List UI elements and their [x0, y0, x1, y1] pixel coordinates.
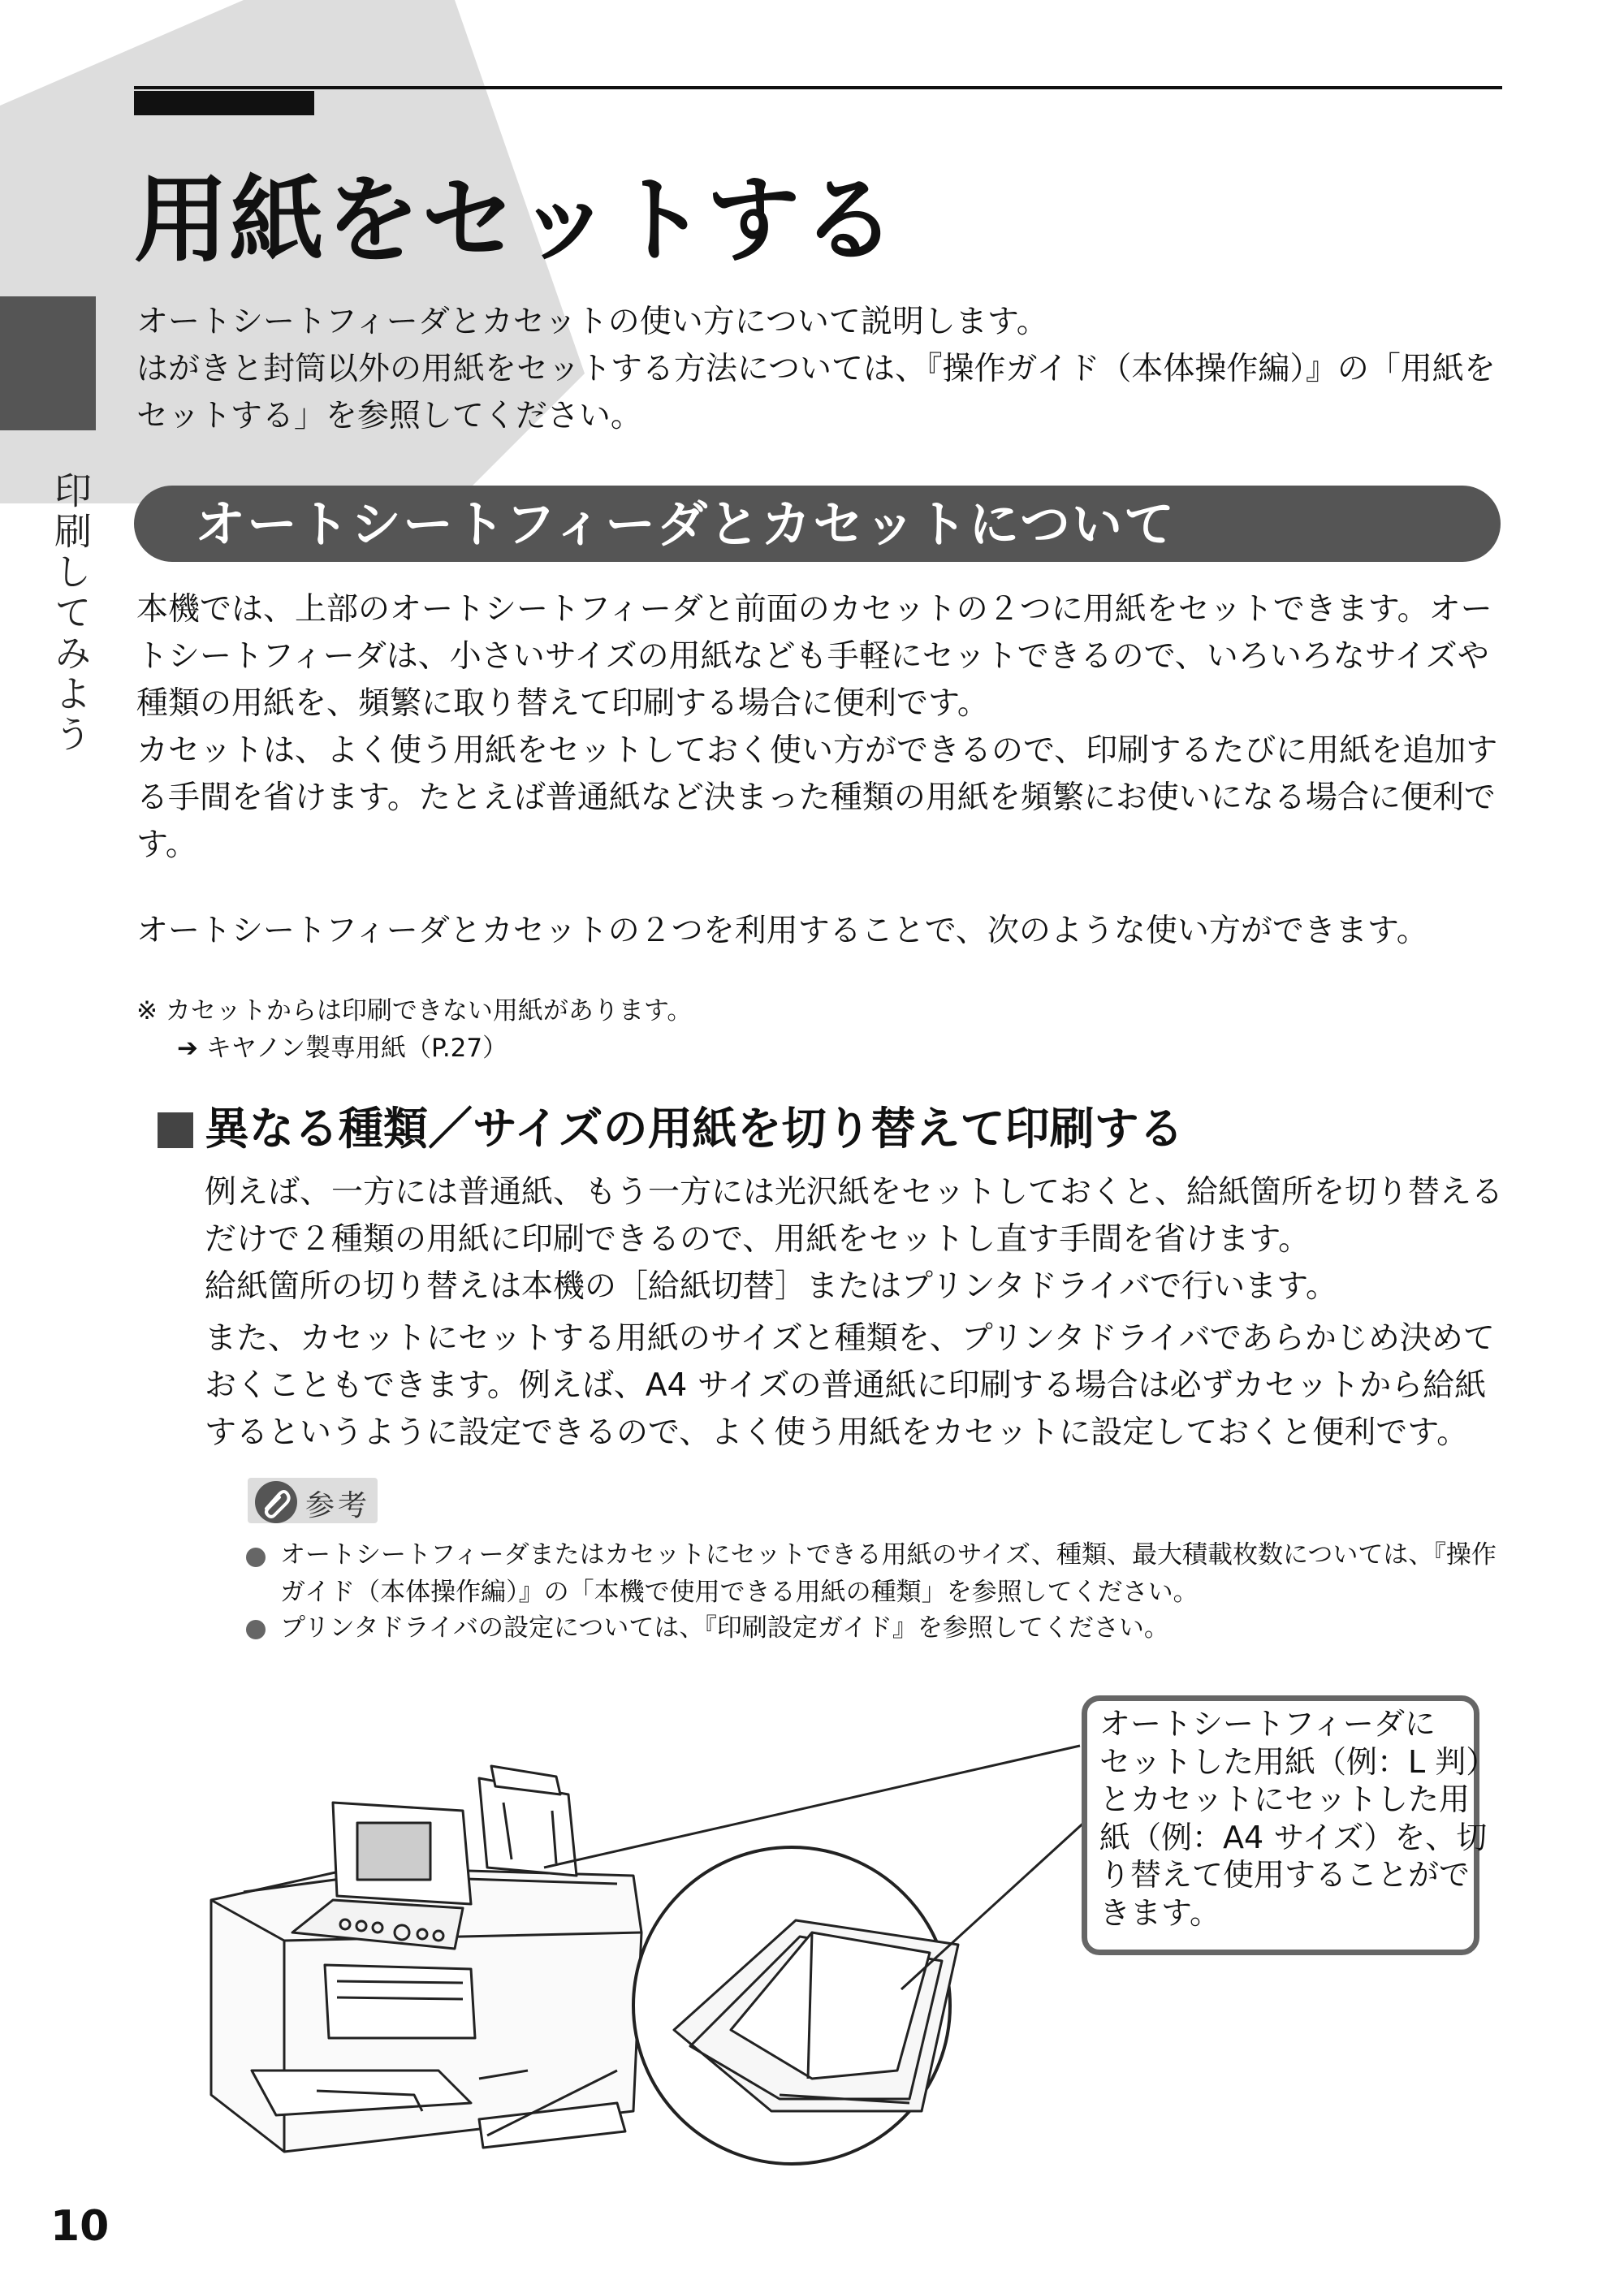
square-bullet-icon — [158, 1112, 193, 1148]
body-line: トシートフィーダは、小さいサイズの用紙なども手軽にセットできるので、いろいろなサイズや — [136, 638, 1489, 675]
callout-line: きます。 — [1099, 1894, 1220, 1931]
bullet-dot-icon — [246, 1548, 266, 1567]
reference-item-2: プリンタドライバの設定については、『印刷設定ガイド』を参照してください。 — [280, 1613, 1169, 1643]
side-label: 印刷してみよう — [49, 471, 93, 755]
reference-item-1: オートシートフィーダまたはカセットにセットできる用紙のサイズ、種類、最大積載枚数については、『操作 — [280, 1540, 1497, 1570]
body-line: するというように設定できるので、よく使う用紙をカセットに設定しておくと便利です。 — [205, 1414, 1469, 1451]
body-paragraph-2 — [136, 908, 1428, 955]
note-link[interactable]: ➔ キヤノン製専用紙（P.27） — [177, 1034, 508, 1063]
reference-item-1-cont: ガイド（本体操作編）』の「本機で使用できる用紙の種類」を参照してください。 — [280, 1578, 1199, 1607]
body-line: 例えば、一方には普通紙、もう一方には光沢紙をセットしておくと、給紙箇所を切り替える — [205, 1174, 1504, 1211]
callout-text — [1099, 1705, 1497, 1932]
intro-line: オートシートフィーダとカセットの使い方について説明します。 — [136, 304, 1048, 340]
title-rule-accent — [134, 91, 314, 115]
callout-line: り替えて使用することがで — [1099, 1857, 1471, 1893]
bullet-dot-icon — [246, 1620, 266, 1639]
body-line: だけで２種類の用紙に印刷できるので、用紙をセットし直す手間を省けます。 — [205, 1221, 1311, 1258]
body-line: また、カセットにセットする用紙のサイズと種類を、プリンタドライバであらかじめ決めて — [205, 1320, 1495, 1357]
paperclip-icon — [250, 1476, 302, 1528]
body-paragraph-4 — [205, 1315, 1495, 1457]
body-line: 種類の用紙を、頻繁に取り替えて印刷する場合に便利です。 — [136, 685, 989, 722]
note-text: ※ カセットからは印刷できない用紙があります。 — [136, 996, 693, 1026]
title-rule — [134, 86, 1502, 89]
page-title: 用紙をセットする — [134, 166, 898, 275]
body-line: カセットは、よく使う用紙をセットしておく使い方ができるので、印刷するたびに用紙を追加す — [136, 732, 1498, 769]
body-line: おくこともできます。例えば、A4 サイズの普通紙に印刷する場合は必ずカセットから給紙 — [205, 1367, 1487, 1404]
body-line: る手間を省けます。たとえば普通紙など決まった種類の用紙を頻繁にお使いになる場合に便利で — [136, 779, 1496, 816]
body-line: 給紙箇所の切り替えは本機の［給紙切替］またはプリンタドライバで行います。 — [205, 1268, 1338, 1305]
side-tab — [0, 296, 96, 430]
section-title: オートシートフィーダとカセットについて — [195, 494, 1176, 554]
page-number: 10 — [50, 2202, 110, 2251]
callout-line: 紙（例：A4 サイズ）を、切 — [1099, 1819, 1488, 1855]
sub-heading: 異なる種類／サイズの用紙を切り替えて印刷する — [205, 1103, 1184, 1155]
intro-line: はがきと封筒以外の用紙をセットする方法については、『操作ガイド（本体操作編）』の「用紙を — [136, 351, 1496, 387]
body-line: す。 — [136, 827, 197, 863]
reference-label: 参考 — [305, 1489, 371, 1522]
body-line: 本機では、上部のオートシートフィーダと前面のカセットの２つに用紙をセットできます。オー — [136, 591, 1492, 628]
printer-illustration — [195, 1689, 1088, 2192]
callout-line: とカセットにセットした用 — [1099, 1781, 1471, 1817]
intro-paragraph — [136, 299, 1509, 440]
body-line: オートシートフィーダとカセットの２つを利用することで、次のような使い方ができます。 — [136, 913, 1428, 949]
body-paragraph-1 — [136, 586, 1509, 869]
body-paragraph-3 — [205, 1169, 1503, 1311]
callout-line: オートシートフィーダに — [1099, 1706, 1436, 1742]
intro-line: セットする」を参照してください。 — [136, 398, 642, 434]
callout-line: セットした用紙（例：L 判） — [1099, 1743, 1497, 1780]
